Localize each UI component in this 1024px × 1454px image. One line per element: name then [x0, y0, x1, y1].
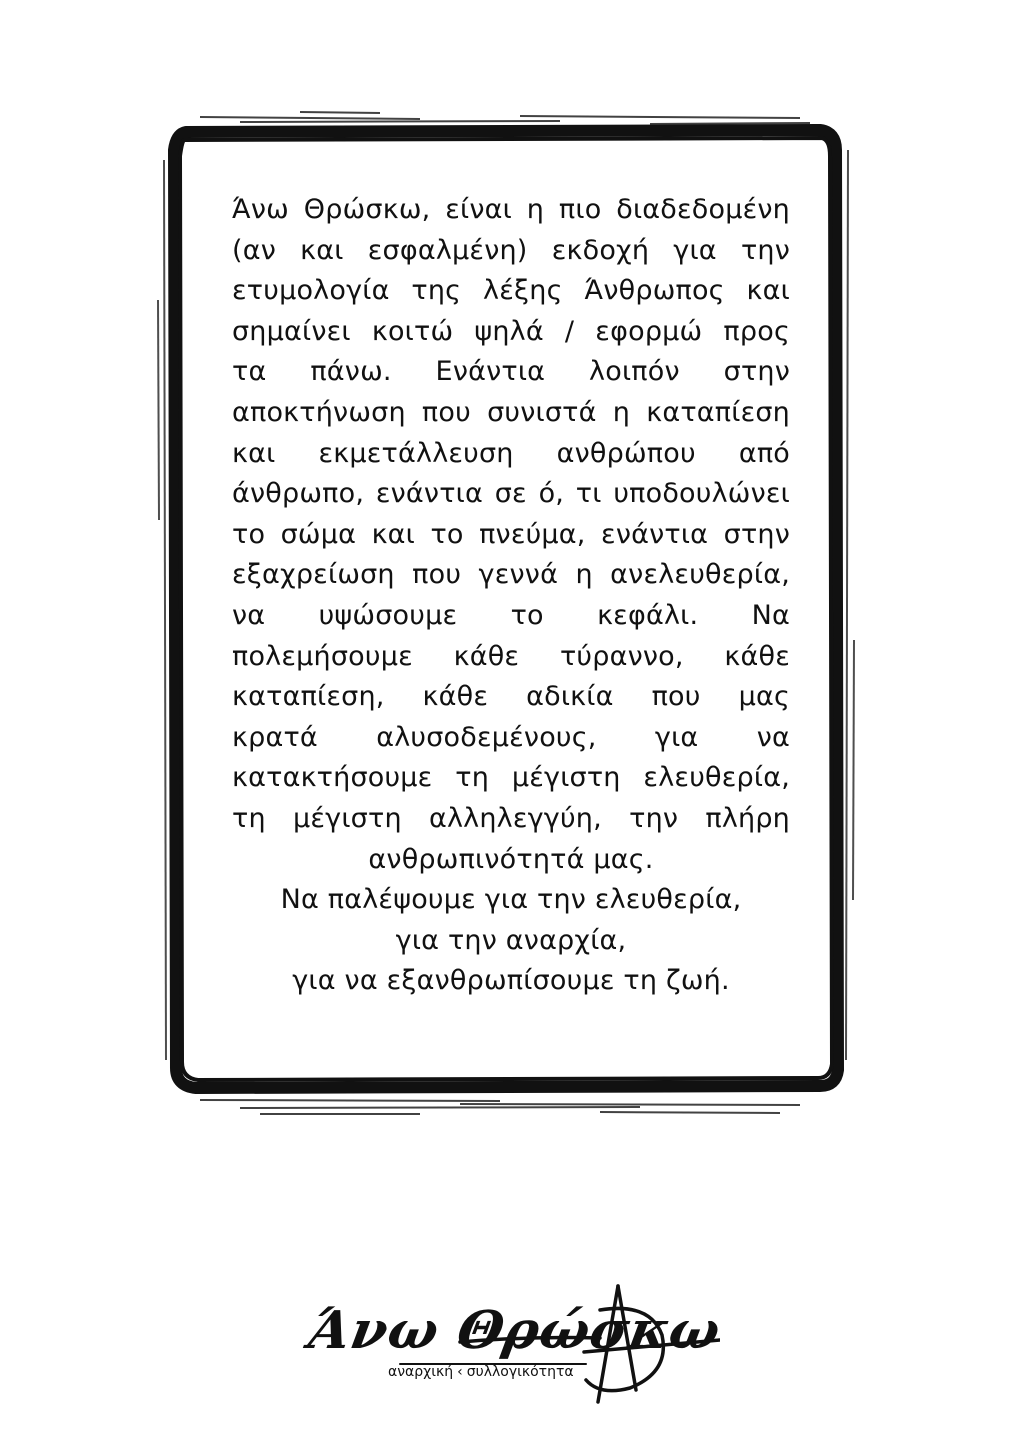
- text-line: Άνω Θρώσκω, είναι η πιο διαδεδομένη: [232, 194, 790, 225]
- poster-text-block: [232, 190, 790, 1002]
- text-line: σημαίνει κοιτώ ψηλά / εφορμώ προς: [232, 315, 790, 347]
- text-line: για την αναρχία,: [395, 924, 627, 956]
- text-line: και εκμετάλλευση ανθρώπου από: [232, 437, 790, 469]
- text-line: πολεμήσουμε κάθε τύραννο, κάθε: [232, 640, 790, 672]
- text-line: κατακτήσουμε τη μέγιστη ελευθερία,: [232, 762, 790, 794]
- text-line: κρατά αλυσοδεμένους, για να: [232, 721, 790, 753]
- text-line: Να παλέψουμε για την ελευθερία,: [280, 884, 742, 916]
- logo-left-word: αναρχική: [388, 1364, 454, 1380]
- text-line: ετυμολογία της λέξης Άνθρωπος και: [232, 275, 790, 307]
- text-line: για να εξανθρωπίσουμε τη ζωή.: [292, 965, 730, 997]
- text-line: το σώμα και το πνεύμα, ενάντια στην: [232, 518, 790, 550]
- logo-subtitle: αναρχική ‹ συλλογικότητα: [388, 1364, 574, 1380]
- text-line: να υψώσουμε το κεφάλι. Να: [232, 599, 790, 631]
- text-line: τα πάνω. Ενάντια λοιπόν στην: [232, 356, 790, 388]
- text-line: ανθρωπινότητά μας.: [368, 843, 654, 875]
- text-line: αποκτήνωση που συνιστά η καταπίεση: [232, 396, 790, 428]
- logo-right-word: συλλογικότητα: [466, 1364, 574, 1380]
- text-line: τη μέγιστη αλληλεγγύη, την πλήρη: [232, 802, 790, 834]
- collective-logo: [300, 1280, 726, 1410]
- text-line: άνθρωπο, ενάντια σε ό, τι υποδουλώνει: [232, 478, 790, 510]
- text-line: καταπίεση, κάθε αδικία που μας: [232, 681, 790, 713]
- logo-wordmark: Άνω Θρώσκω: [304, 1300, 726, 1361]
- text-line: (αν και εσφαλμένη) εκδοχή για την: [232, 234, 790, 266]
- text-line: εξαχρείωση που γεννά η ανελευθερία,: [232, 559, 790, 591]
